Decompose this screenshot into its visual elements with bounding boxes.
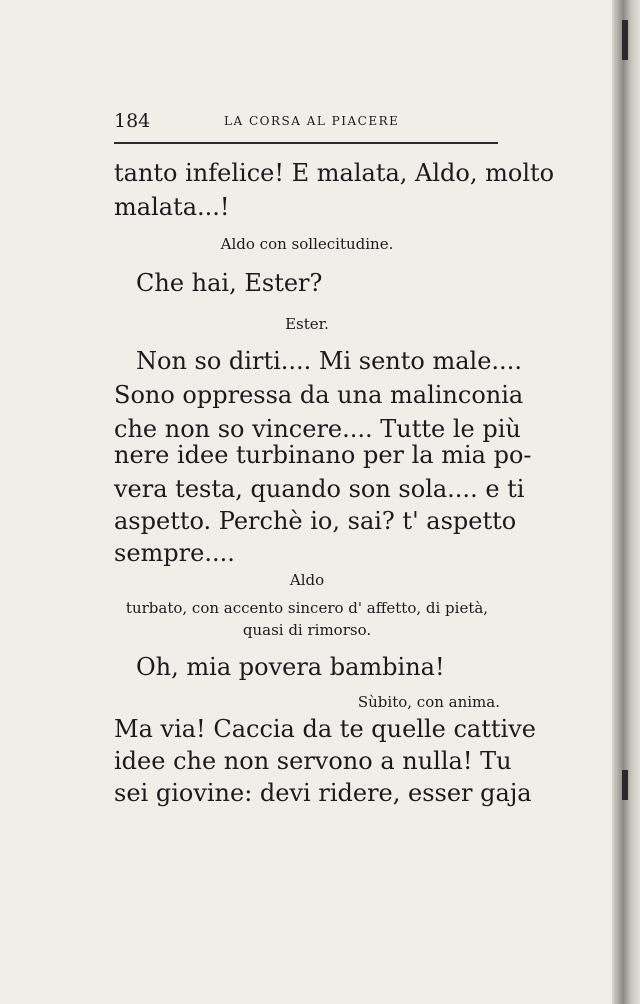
stage-direction: Sùbito, con anima. xyxy=(357,693,500,711)
stage-direction: quasi di rimorso. xyxy=(242,621,372,639)
text-line: aspetto. Perchè io, sai? t' aspetto xyxy=(114,507,517,535)
text-line: sei giovine: devi ridere, esser gaja xyxy=(114,779,532,807)
text-line: Ma via! Caccia da te quelle cattive xyxy=(114,715,536,743)
edge-mark-top xyxy=(622,20,628,60)
page-edge xyxy=(612,0,640,1004)
speaker-aldo-2: Aldo xyxy=(289,571,325,589)
speaker-ester: Ester. xyxy=(285,315,329,333)
text-line: malata...! xyxy=(114,193,230,221)
text-line: sempre.... xyxy=(114,539,235,567)
page-number: 184 xyxy=(114,110,151,132)
text-line: Sono oppressa da una malinconia xyxy=(114,381,524,409)
text-line: vera testa, quando son sola.... e ti xyxy=(114,475,525,503)
text-line: Oh, mia povera bambina! xyxy=(136,653,445,681)
edge-mark-bottom xyxy=(622,770,628,800)
text-line: che non so vincere.... Tutte le più xyxy=(114,415,521,443)
text-line: tanto infelice! E malata, Aldo, molto xyxy=(114,159,555,187)
running-title: LA CORSA AL PIACERE xyxy=(224,114,400,128)
text-line: idee che non servono a nulla! Tu xyxy=(114,747,512,775)
text-line: Non so dirti.... Mi sento male.... xyxy=(136,347,522,375)
header-rule xyxy=(114,142,498,144)
text-line: nere idee turbinano per la mia po- xyxy=(114,441,532,469)
speaker-aldo: Aldo con sollecitudine. xyxy=(220,235,394,253)
stage-direction: turbato, con accento sincero d' affetto, di pietà, xyxy=(125,599,489,617)
text-line: Che hai, Ester? xyxy=(136,269,323,297)
page-header xyxy=(114,110,498,132)
